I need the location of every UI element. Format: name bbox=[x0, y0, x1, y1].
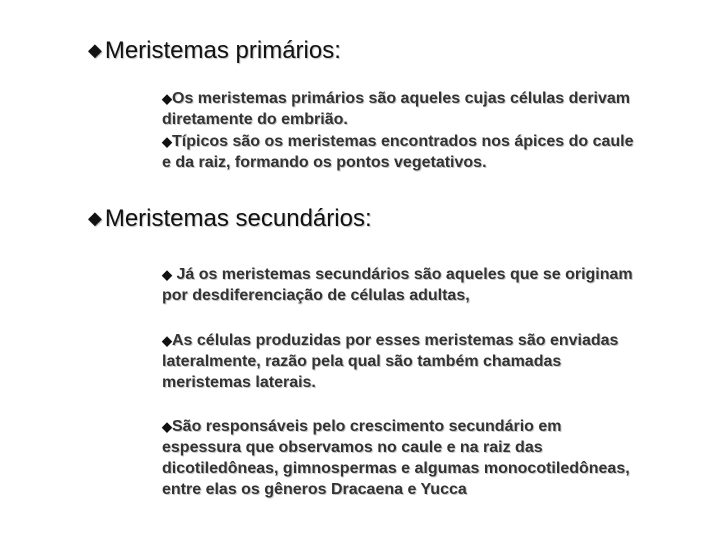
paragraph-text: As células produzidas por esses meristemas são enviadas lateralmente, razão pela qual são também chamadas meristemas laterais. bbox=[162, 332, 619, 391]
section-heading-text: Meristemas secundários: bbox=[104, 205, 372, 232]
paragraph-text: Típicos são os meristemas encontrados nos ápices do caule e da raiz, formando os pontos vegetativos. bbox=[162, 133, 634, 171]
paragraph-text: Os meristemas primários são aqueles cujas células derivam diretamente do embrião. bbox=[162, 90, 631, 128]
diamond-bullet-icon: ◆ bbox=[88, 208, 102, 228]
diamond-bullet-icon: ◆ bbox=[162, 333, 172, 348]
paragraph-secondary-1 bbox=[162, 264, 642, 306]
paragraph-secondary-3 bbox=[162, 416, 642, 500]
section-heading-text: Meristemas primários: bbox=[104, 37, 341, 64]
diamond-bullet-icon: ◆ bbox=[162, 419, 172, 434]
paragraph-text: São responsáveis pelo crescimento secundário em espessura que observamos no caule e na raiz das dicotiledôneas, gimnospermas e algumas monocotiledôneas, entre elas os gêneros Dracaena e Yucca bbox=[162, 418, 630, 498]
diamond-bullet-icon: ◆ bbox=[162, 91, 172, 106]
section-heading-primary bbox=[88, 36, 341, 65]
paragraph-secondary-2 bbox=[162, 330, 642, 393]
diamond-bullet-icon: ◆ bbox=[162, 267, 172, 282]
diamond-bullet-icon: ◆ bbox=[162, 134, 172, 149]
paragraph-primary-1 bbox=[162, 88, 642, 130]
section-heading-secondary bbox=[88, 204, 372, 233]
diamond-bullet-icon: ◆ bbox=[88, 40, 102, 60]
paragraph-text: Já os meristemas secundários são aqueles que se originam por desdiferenciação de células adultas, bbox=[162, 266, 633, 304]
paragraph-primary-2 bbox=[162, 131, 642, 173]
